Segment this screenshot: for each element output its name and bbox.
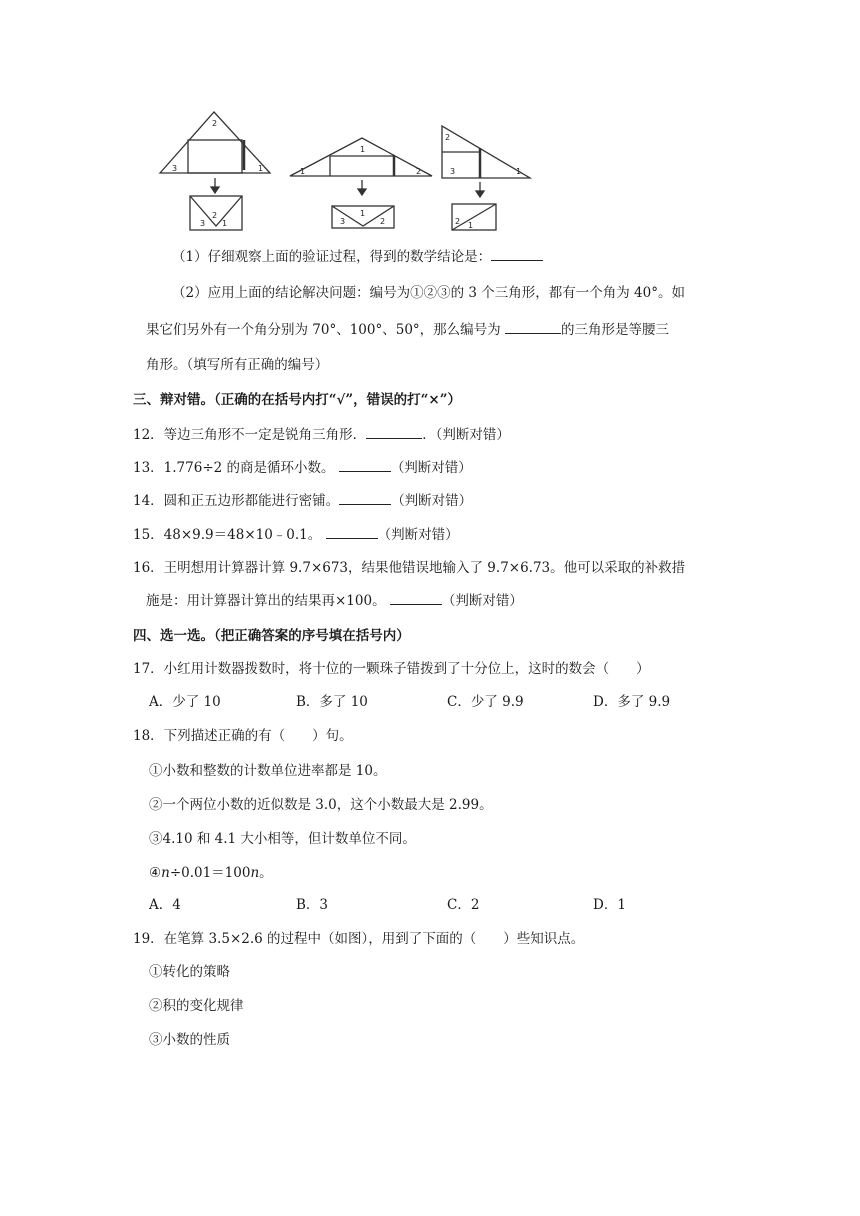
q19-item-1: ①转化的策略 (149, 964, 230, 980)
q19-item-2: ②积的变化规律 (149, 998, 244, 1014)
fig-label: 3 (450, 167, 456, 176)
section-3-heading: 三、辩对错。（正确的在括号内打“√”，错误的打“×”） (133, 392, 461, 408)
question-12 (133, 424, 510, 445)
q18-option-c[interactable]: C．2 (447, 897, 480, 913)
q11-part2-text: 果它们另外有一个角分别为 70°、100°、50°，那么编号为 (146, 322, 505, 338)
q15-text: 15．48×9.9＝48×10﹣0.1。 (133, 527, 326, 543)
question-16-line1: 16．王明想用计算器计算 9.7×673，结果他错误地输入了 9.7×6.73。他可以采取的补救措 (133, 560, 686, 576)
q19-item-3: ③小数的性质 (149, 1032, 230, 1048)
answer-blank[interactable] (339, 490, 391, 505)
q18-statement-4 (149, 863, 273, 883)
q17-option-d[interactable]: D．多了 9.9 (593, 694, 671, 710)
answer-blank[interactable] (366, 424, 422, 439)
fig-label: 1 (360, 145, 366, 154)
question-14 (133, 490, 472, 511)
q18-statement-3: ③4.10 和 4.1 大小相等，但计数单位不同。 (149, 831, 416, 847)
answer-blank[interactable] (326, 524, 378, 539)
q13-text: 13．1.776÷2 的商是循环小数。 (133, 460, 339, 476)
fig-label: 2 (445, 133, 451, 142)
fig-label: 1 (468, 221, 474, 230)
q12-text: 12．等边三角形不一定是锐角三角形． (133, 427, 367, 443)
q11-part2-text-end: 的三角形是等腰三 (560, 322, 669, 338)
question-13 (133, 457, 472, 478)
q14-text: 14．圆和正五边形都能进行密铺。 (133, 493, 340, 509)
fig-label: 2 (416, 167, 422, 176)
fig-label: 3 (340, 217, 346, 226)
q16-text: 施是：用计算器计算出的结果再×100。 (146, 593, 390, 609)
q18-option-a[interactable]: A．4 (149, 897, 181, 913)
answer-blank[interactable] (339, 457, 391, 472)
answer-blank[interactable] (390, 590, 442, 605)
q18-s4-end: 。 (259, 865, 273, 881)
fig-label: 1 (222, 219, 228, 228)
answer-blank[interactable] (491, 246, 543, 261)
answer-blank[interactable] (505, 319, 561, 334)
question-18: 18．下列描述正确的有（ ）句。 (133, 728, 353, 744)
fig-label: 2 (212, 211, 218, 220)
question-16-line2 (146, 590, 523, 611)
fig-label: 2 (212, 119, 218, 128)
fig-label: 2 (455, 217, 461, 226)
q11-part1-text: （1）仔细观察上面的验证过程，得到的数学结论是： (172, 249, 492, 265)
q17-option-b[interactable]: B．多了 10 (296, 694, 368, 710)
q13-suffix: （判断对错） (390, 460, 472, 476)
question-19: 19．在笔算 3.5×2.6 的过程中（如图），用到了下面的（ ）些知识点。 (133, 931, 585, 947)
variable-n: n (161, 865, 170, 881)
q16-suffix: （判断对错） (441, 593, 523, 609)
q18-s4-mark: ④ (149, 865, 162, 881)
q17-option-c[interactable]: C．少了 9.9 (447, 694, 524, 710)
question-15 (133, 524, 459, 545)
variable-n: n (250, 865, 260, 881)
q15-suffix: （判断对错） (377, 527, 459, 543)
q11-part1 (172, 246, 543, 267)
q18-option-d[interactable]: D．1 (593, 897, 626, 913)
q11-part2-line3: 角形。（填写所有正确的编号） (146, 357, 329, 373)
fig-label: 2 (380, 217, 386, 226)
section-4-heading: 四、选一选。（把正确答案的序号填在括号内） (133, 628, 410, 644)
q18-statement-2: ②一个两位小数的近似数是 3.0，这个小数最大是 2.99。 (149, 797, 493, 813)
q18-s4-expr: ÷0.01＝100 (169, 865, 251, 881)
q14-suffix: （判断对错） (391, 493, 473, 509)
q12-suffix: ．（判断对错） (422, 427, 510, 443)
fig-label: 1 (516, 167, 522, 176)
angle-proof-figure (150, 108, 540, 234)
q18-option-b[interactable]: B．3 (296, 897, 329, 913)
q11-part2-line2 (146, 319, 669, 340)
q11-part2-line1: （2）应用上面的结论解决问题：编号为①②③的 3 个三角形，都有一个角为 40°。如 (172, 285, 685, 301)
fig-label: 1 (300, 167, 306, 176)
fig-label: 3 (172, 164, 178, 173)
question-17: 17．小红用计数器拨数时，将十位的一颗珠子错拨到了十分位上，这时的数会（ ） (133, 661, 650, 677)
q17-option-a[interactable]: A．少了 10 (149, 694, 221, 710)
fig-label: 3 (200, 219, 206, 228)
q18-statement-1: ①小数和整数的计数单位进率都是 10。 (149, 763, 387, 779)
fig-label: 1 (360, 209, 366, 218)
fig-label: 1 (258, 164, 264, 173)
